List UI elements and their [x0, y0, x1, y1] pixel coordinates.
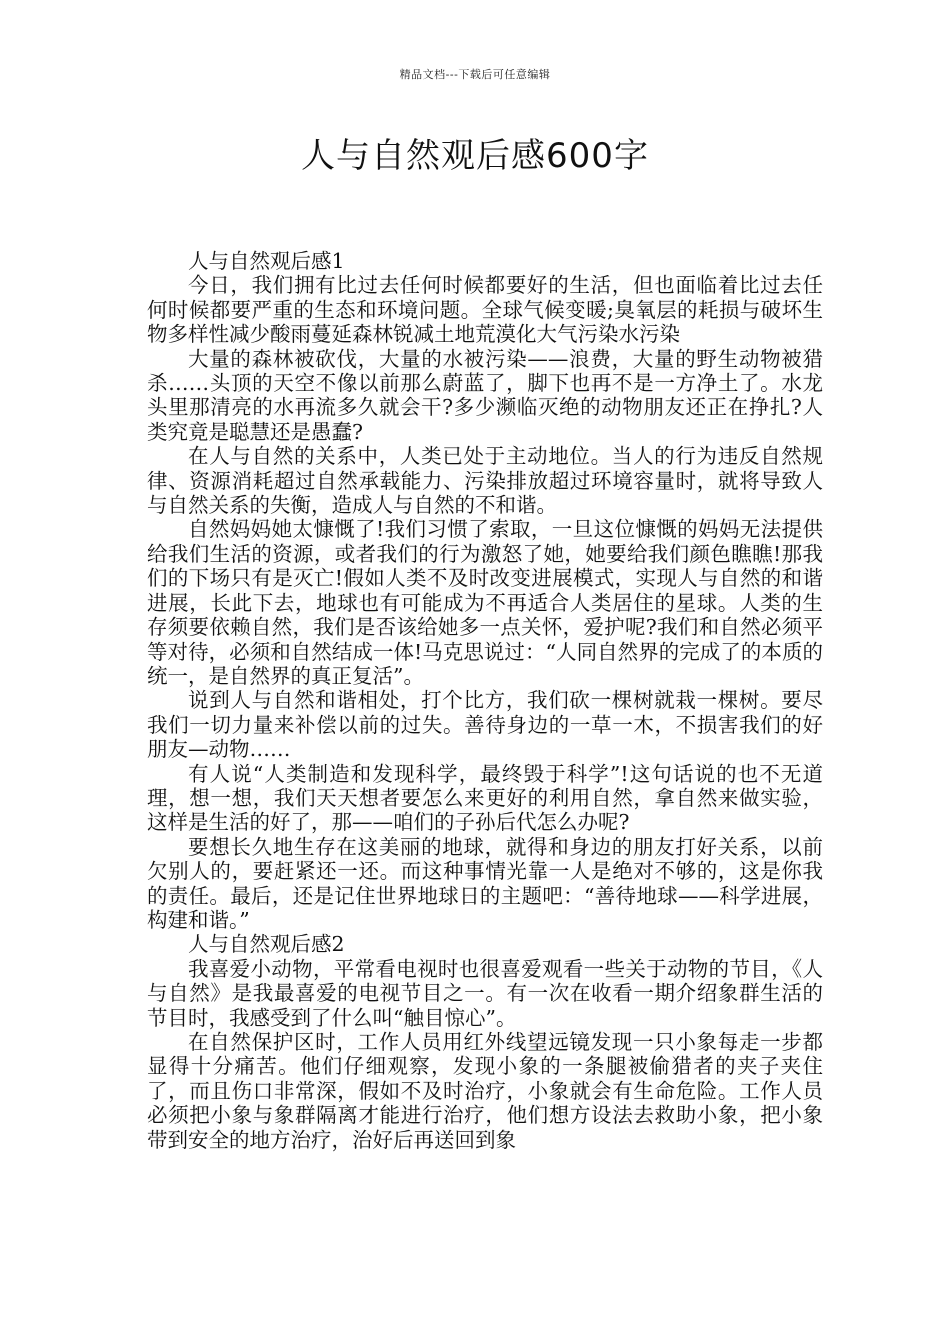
paragraph: 自然妈妈她太慷慨了!我们习惯了索取，一旦这位慷慨的妈妈无法提供给我们生活的资源，或者我们的行为激怒了她，她要给我们颜色瞧瞧!那我们的下场只有是灭亡!假如人类不及时改变进展模式，实现人与自然的和谐进展，长此下去，地球也有可能成为不再适合人类居住的星球。人类的生存须要依赖自然，我们是否该给她多一点关怀，爱护呢?我们和自然必须平等对待，必须和自然结成一体!马克思说过：“人同自然界的完成了的本质的统一，是自然界的真正复活”。 [147, 517, 823, 688]
paragraph: 今日，我们拥有比过去任何时候都要好的生活，但也面临着比过去任何时候都要严重的生态和环境问题。全球气候变暖;臭氧层的耗损与破坏生物多样性减少酸雨蔓延森林锐减土地荒漠化大气污染水污染 [147, 273, 823, 347]
document-body [147, 249, 823, 1152]
paragraph: 我喜爱小动物，平常看电视时也很喜爱观看一些关于动物的节目，《人与自然》是我最喜爱的电视节目之一。有一次在收看一期介绍象群生活的节目时，我感受到了什么叫“触目惊心”。 [147, 956, 823, 1030]
section-heading-1: 人与自然观后感1 [188, 249, 345, 273]
paragraph: 要想长久地生存在这美丽的地球，就得和身边的朋友打好关系，以前欠别人的，要赶紧还一还。而这种事情光靠一人是绝对不够的，这是你我的责任。最后，还是记住世界地球日的主题吧：“善待地球——科学进展，构建和谐。” [147, 834, 823, 932]
paragraph: 在自然保护区时，工作人员用红外线望远镜发现一只小象每走一步都显得十分痛苦。他们仔细观察，发现小象的一条腿被偷猎者的夹子夹住了，而且伤口非常深，假如不及时治疗，小象就会有生命危险。工作人员必须把小象与象群隔离才能进行治疗，他们想方设法去救助小象，把小象带到安全的地方治疗，治好后再送回到象 [147, 1030, 823, 1152]
paragraph: 说到人与自然和谐相处，打个比方，我们砍一棵树就栽一棵树。要尽我们一切力量来补偿以前的过失。善待身边的一草一木，不损害我们的好朋友—动物…… [147, 688, 823, 762]
paragraph: 在人与自然的关系中，人类已处于主动地位。当人的行为违反自然规律、资源消耗超过自然承载能力、污染排放超过环境容量时，就将导致人与自然关系的失衡，造成人与自然的不和谐。 [147, 444, 823, 518]
document-title: 人与自然观后感600字 [301, 136, 649, 176]
paragraph: 大量的森林被砍伐，大量的水被污染——浪费，大量的野生动物被猎杀……头顶的天空不像以前那么蔚蓝了，脚下也再不是一方净土了。水龙头里那清亮的水再流多久就会干?多少濒临灭绝的动物朋友还正在挣扎?人类究竟是聪慧还是愚蠢? [147, 346, 823, 444]
page-header: 精品文档---下载后可任意编辑 [399, 68, 551, 81]
paragraph: 有人说“人类制造和发现科学，最终毁于科学”!这句话说的也不无道理，想一想，我们天天想者要怎么来更好的利用自然，拿自然来做实验，这样是生活的好了，那——咱们的子孙后代怎么办呢? [147, 761, 823, 835]
section-heading-2: 人与自然观后感2 [188, 932, 345, 957]
